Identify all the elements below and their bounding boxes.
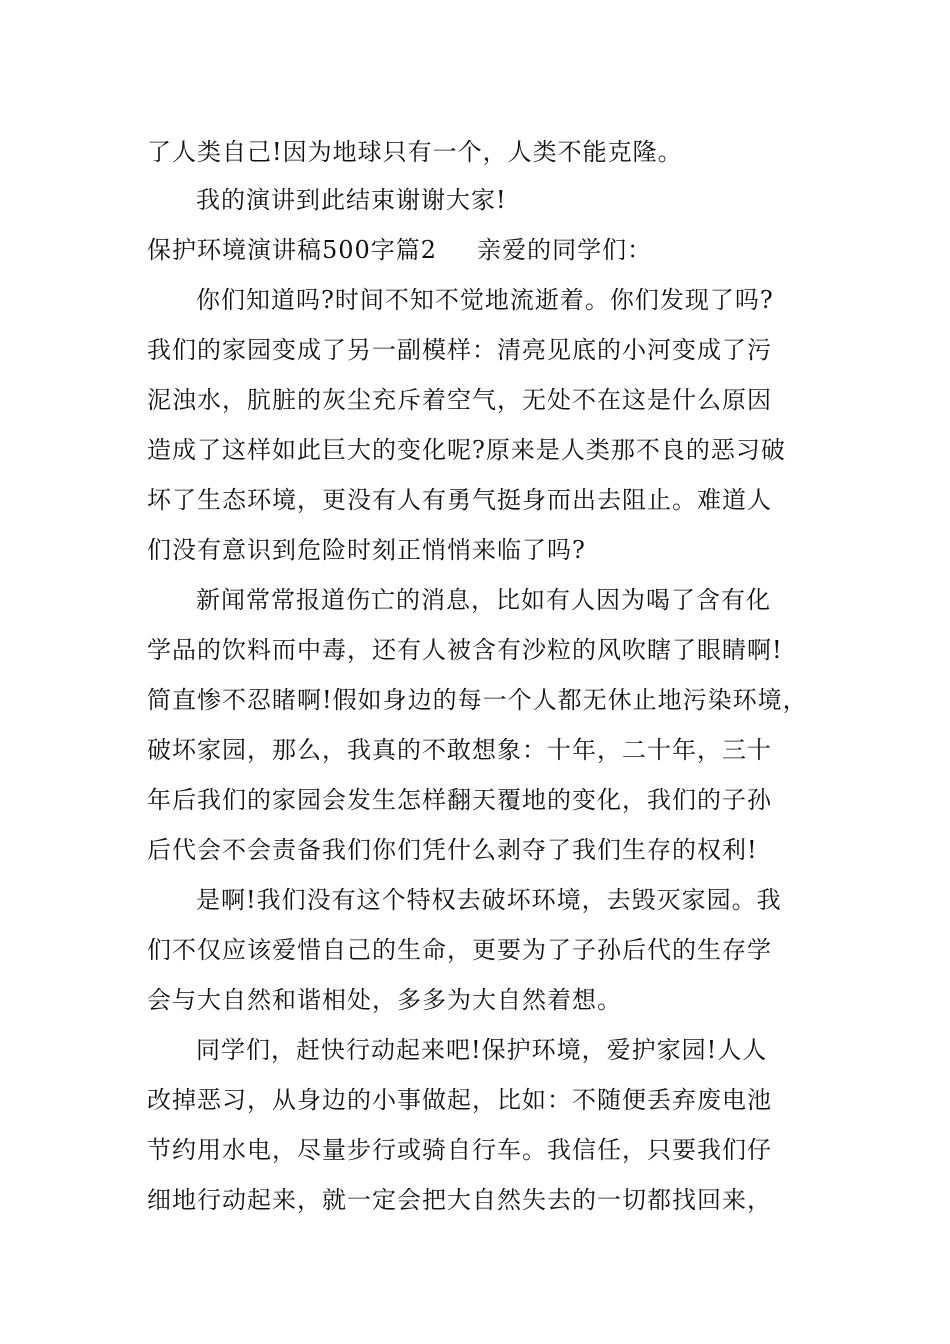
text-line: 造成了这样如此巨大的变化呢?原来是人类那不良的恶习破 [147, 436, 786, 464]
text-line: 节约用水电，尽量步行或骑自行车。我信任，只要我们仔 [147, 1136, 772, 1164]
text-line: 破坏家园，那么，我真的不敢想象：十年，二十年，三十 [147, 736, 772, 764]
text-line: 学品的饮料而中毒，还有人被含有沙粒的风吹瞎了眼睛啊! [147, 636, 783, 664]
text-line: 你们知道吗?时间不知不觉地流逝着。你们发现了吗? [196, 286, 774, 314]
text-line: 是啊!我们没有这个特权去破坏环境，去毁灭家园。我 [196, 886, 782, 914]
text-line: 们不仅应该爱惜自己的生命，更要为了子孙后代的生存学 [147, 936, 772, 964]
text-line: 我的演讲到此结束谢谢大家! [196, 186, 507, 214]
text-line: 年后我们的家园会发生怎样翻天覆地的变化，我们的子孙 [147, 786, 772, 814]
text-line: 后代会不会责备我们你们凭什么剥夺了我们生存的权利! [147, 836, 758, 864]
text-line: 我们的家园变成了另一副模样：清亮见底的小河变成了污 [147, 336, 772, 364]
greeting: 亲爱的同学们： [477, 236, 653, 264]
text-line: 新闻常常报道伤亡的消息，比如有人因为喝了含有化 [196, 586, 771, 614]
text-line: 坏了生态环境，更没有人有勇气挺身而出去阻止。难道人 [147, 486, 772, 514]
text-line: 同学们，赶快行动起来吧!保护环境，爱护家园!人人 [196, 1036, 768, 1064]
text-line: 改掉恶习，从身边的小事做起，比如：不随便丢弃废电池 [147, 1086, 772, 1114]
section-title: 保护环境演讲稿500字篇2 [147, 236, 438, 264]
text-line: 们没有意识到危险时刻正悄悄来临了吗? [147, 536, 586, 564]
text-line: 泥浊水，肮脏的灰尘充斥着空气，无处不在这是什么原因 [147, 386, 772, 414]
text-line: 简直惨不忍睹啊!假如身边的每一个人都无休止地污染环境， [147, 686, 808, 714]
text-line: 了人类自己!因为地球只有一个，人类不能克隆。 [147, 138, 683, 166]
section-heading [147, 235, 652, 265]
text-line: 细地行动起来，就一定会把大自然失去的一切都找回来， [147, 1186, 772, 1214]
text-line: 会与大自然和谐相处，多多为大自然着想。 [147, 986, 622, 1014]
